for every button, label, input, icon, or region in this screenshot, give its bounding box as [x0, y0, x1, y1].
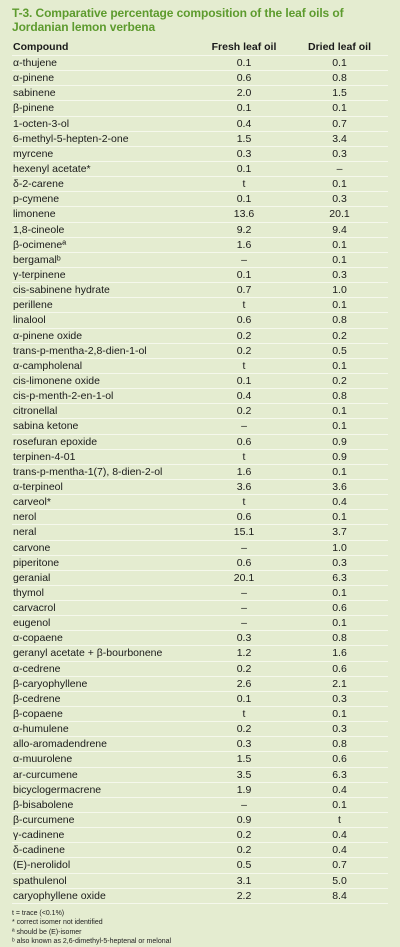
table-row	[12, 86, 388, 101]
cell-dried-leaf-oil: 0.3	[332, 692, 347, 705]
cell-compound: p-cymene	[13, 193, 60, 206]
cell-dried-leaf-oil: 3.7	[332, 526, 347, 539]
cell-dried-leaf-oil: 0.8	[332, 390, 347, 403]
cell-dried-leaf-oil: 0.8	[332, 738, 347, 751]
cell-compound: γ-cadinene	[13, 829, 65, 842]
cell-dried-leaf-oil: 0.1	[332, 617, 347, 630]
table-title: T-3. Comparative percentage composition of the leaf oils of Jordanian lemon verbena	[12, 6, 344, 34]
table-row	[12, 389, 388, 404]
cell-compound: geranial	[13, 571, 51, 584]
cell-fresh-leaf-oil: 15.1	[233, 526, 255, 539]
table-row	[12, 132, 388, 147]
cell-fresh-leaf-oil: 0.6	[236, 511, 252, 524]
table-row	[12, 541, 388, 556]
cell-fresh-leaf-oil: 0.9	[236, 814, 252, 827]
table-row	[12, 162, 388, 177]
cell-dried-leaf-oil: t	[338, 814, 341, 827]
cell-compound: rosefuran epoxide	[13, 435, 98, 448]
table-row	[12, 56, 388, 71]
cell-fresh-leaf-oil: –	[241, 420, 247, 433]
cell-compound: α-pinene	[13, 72, 55, 85]
table-row	[12, 374, 388, 389]
cell-compound: nerol	[13, 511, 37, 524]
cell-fresh-leaf-oil: t	[242, 708, 246, 721]
cell-dried-leaf-oil: 0.4	[332, 496, 347, 509]
table-row	[12, 465, 388, 480]
table-row	[12, 525, 388, 540]
cell-fresh-leaf-oil: 1.6	[236, 238, 252, 251]
footnote: ᵇ also known as 2,6-dimethyl-5-heptenal or melonal	[12, 938, 172, 946]
table-row	[12, 813, 388, 828]
cell-compound: cis-p-menth-2-en-1-ol	[13, 390, 114, 403]
cell-fresh-leaf-oil: 20.1	[233, 571, 255, 584]
cell-dried-leaf-oil: 0.1	[332, 405, 347, 418]
table-row	[12, 692, 388, 707]
cell-fresh-leaf-oil: 0.2	[236, 829, 252, 842]
table-row	[12, 783, 388, 798]
cell-dried-leaf-oil: 0.6	[332, 753, 347, 766]
table-row	[12, 117, 388, 132]
cell-fresh-leaf-oil: 0.6	[236, 556, 252, 569]
cell-fresh-leaf-oil: 2.6	[236, 677, 252, 690]
table-row	[12, 344, 388, 359]
table-row	[12, 722, 388, 737]
table-footnotes	[12, 909, 388, 947]
table-row	[12, 359, 388, 374]
cell-dried-leaf-oil: 0.1	[332, 420, 347, 433]
cell-dried-leaf-oil: 0.7	[332, 859, 347, 872]
cell-fresh-leaf-oil: 0.1	[236, 162, 252, 175]
cell-fresh-leaf-oil: –	[241, 617, 247, 630]
cell-fresh-leaf-oil: –	[241, 541, 247, 554]
table-row	[12, 631, 388, 646]
cell-fresh-leaf-oil: –	[241, 602, 247, 615]
header-compound: Compound	[13, 41, 69, 53]
cell-dried-leaf-oil: 0.8	[332, 632, 347, 645]
table-row	[12, 177, 388, 192]
cell-fresh-leaf-oil: 1.6	[236, 465, 252, 478]
cell-dried-leaf-oil: 0.1	[332, 586, 347, 599]
cell-dried-leaf-oil: 0.3	[332, 147, 347, 160]
cell-fresh-leaf-oil: 0.1	[236, 692, 252, 705]
cell-dried-leaf-oil: 0.3	[332, 268, 347, 281]
cell-fresh-leaf-oil: 1.5	[236, 753, 252, 766]
footnote: * correct isomer not identified	[12, 919, 103, 927]
cell-dried-leaf-oil: 0.6	[332, 602, 347, 615]
composition-table	[12, 39, 388, 904]
table-row	[12, 677, 388, 692]
cell-compound: (E)-nerolidol	[13, 859, 71, 872]
table-row	[12, 329, 388, 344]
cell-compound: geranyl acetate + β-bourbonene	[13, 647, 163, 660]
cell-fresh-leaf-oil: 0.5	[236, 859, 252, 872]
table-row	[12, 737, 388, 752]
cell-compound: limonene	[13, 208, 56, 221]
cell-compound: linalool	[13, 314, 46, 327]
cell-compound: allo-aromadendrene	[13, 738, 107, 751]
cell-compound: β-caryophyllene	[13, 677, 88, 690]
cell-dried-leaf-oil: 1.0	[332, 284, 347, 297]
table-row	[12, 435, 388, 450]
table-row	[12, 283, 388, 298]
cell-fresh-leaf-oil: 1.2	[236, 647, 252, 660]
cell-fresh-leaf-oil: 0.2	[236, 723, 252, 736]
cell-compound: α-muurolene	[13, 753, 73, 766]
table-row	[12, 419, 388, 434]
cell-dried-leaf-oil: 8.4	[332, 889, 347, 902]
cell-compound: cis-sabinene hydrate	[13, 284, 110, 297]
table-row	[12, 571, 388, 586]
cell-dried-leaf-oil: 20.1	[329, 208, 350, 221]
cell-compound: caryophyllene oxide	[13, 889, 106, 902]
cell-compound: 6-methyl-5-hepten-2-one	[13, 132, 129, 145]
cell-compound: ar-curcumene	[13, 768, 78, 781]
cell-compound: myrcene	[13, 147, 54, 160]
table-row	[12, 752, 388, 767]
cell-compound: bicyclogermacrene	[13, 783, 102, 796]
cell-fresh-leaf-oil: 0.3	[236, 632, 252, 645]
cell-compound: α-cedrene	[13, 662, 61, 675]
table-row	[12, 298, 388, 313]
cell-dried-leaf-oil: 1.6	[332, 647, 347, 660]
cell-dried-leaf-oil: 0.1	[332, 359, 347, 372]
cell-dried-leaf-oil: 0.4	[332, 783, 347, 796]
table-row	[12, 207, 388, 222]
cell-compound: neral	[13, 526, 37, 539]
cell-dried-leaf-oil: 3.4	[332, 132, 347, 145]
cell-fresh-leaf-oil: 0.6	[236, 435, 252, 448]
table-row	[12, 253, 388, 268]
cell-compound: β-bisabolene	[13, 798, 74, 811]
cell-fresh-leaf-oil: 0.2	[236, 844, 252, 857]
cell-dried-leaf-oil: 0.3	[332, 193, 347, 206]
cell-dried-leaf-oil: 0.2	[332, 329, 347, 342]
cell-dried-leaf-oil: 6.3	[332, 571, 347, 584]
cell-dried-leaf-oil: 0.4	[332, 844, 347, 857]
table-row	[12, 889, 388, 904]
cell-dried-leaf-oil: 0.1	[332, 253, 347, 266]
table-row	[12, 495, 388, 510]
table-row	[12, 510, 388, 525]
cell-fresh-leaf-oil: t	[242, 450, 246, 463]
cell-fresh-leaf-oil: –	[241, 586, 247, 599]
cell-fresh-leaf-oil: 0.3	[236, 147, 252, 160]
table-row	[12, 450, 388, 465]
cell-dried-leaf-oil: 0.8	[332, 314, 347, 327]
cell-compound: α-campholenal	[13, 359, 83, 372]
cell-compound: piperitone	[13, 556, 60, 569]
cell-dried-leaf-oil: 1.0	[332, 541, 347, 554]
cell-fresh-leaf-oil: 2.2	[236, 889, 252, 902]
cell-fresh-leaf-oil: 0.7	[236, 284, 252, 297]
cell-fresh-leaf-oil: 13.6	[233, 208, 255, 221]
cell-dried-leaf-oil: 0.5	[332, 344, 347, 357]
cell-compound: perillene	[13, 299, 53, 312]
cell-dried-leaf-oil: 0.1	[332, 299, 347, 312]
table-row	[12, 601, 388, 616]
cell-dried-leaf-oil: 2.1	[332, 677, 347, 690]
table-row	[12, 843, 388, 858]
cell-compound: α-pinene oxide	[13, 329, 83, 342]
cell-compound: citronellal	[13, 405, 58, 418]
cell-fresh-leaf-oil: 0.2	[236, 662, 252, 675]
cell-fresh-leaf-oil: 0.3	[236, 738, 252, 751]
cell-dried-leaf-oil: 0.9	[332, 450, 347, 463]
cell-compound: sabina ketone	[13, 420, 79, 433]
table-row	[12, 828, 388, 843]
cell-compound: 1-octen-3-ol	[13, 117, 70, 130]
table-row	[12, 268, 388, 283]
cell-dried-leaf-oil: –	[336, 162, 343, 175]
cell-dried-leaf-oil: 1.5	[332, 87, 347, 100]
header-dried-leaf-oil: Dried leaf oil	[307, 41, 371, 53]
cell-dried-leaf-oil: 0.2	[332, 374, 347, 387]
cell-dried-leaf-oil: 0.1	[332, 798, 347, 811]
table-row	[12, 874, 388, 889]
cell-dried-leaf-oil: 5.0	[332, 874, 347, 887]
cell-compound: hexenyl acetate*	[13, 162, 91, 175]
cell-fresh-leaf-oil: 0.1	[236, 374, 252, 387]
cell-dried-leaf-oil: 0.9	[332, 435, 347, 448]
cell-compound: spathulenol	[13, 874, 67, 887]
cell-compound: α-terpineol	[13, 480, 63, 493]
table-body	[12, 56, 388, 904]
cell-compound: bergamalᵇ	[13, 253, 61, 266]
cell-dried-leaf-oil: 9.4	[332, 223, 347, 236]
cell-fresh-leaf-oil: 1.5	[236, 132, 252, 145]
cell-compound: eugenol	[13, 617, 51, 630]
cell-fresh-leaf-oil: 0.6	[236, 72, 252, 85]
table-row	[12, 404, 388, 419]
cell-dried-leaf-oil: 0.1	[332, 465, 347, 478]
table-row	[12, 616, 388, 631]
cell-fresh-leaf-oil: 3.1	[236, 874, 252, 887]
table-row	[12, 798, 388, 813]
cell-compound: β-curcumene	[13, 814, 75, 827]
cell-compound: trans-p-mentha-1(7), 8-dien-2-ol	[13, 465, 163, 478]
table-row	[12, 223, 388, 238]
cell-fresh-leaf-oil: 0.1	[236, 193, 252, 206]
cell-dried-leaf-oil: 0.8	[332, 72, 347, 85]
cell-fresh-leaf-oil: 0.2	[236, 329, 252, 342]
cell-dried-leaf-oil: 0.3	[332, 723, 347, 736]
table-row	[12, 313, 388, 328]
table-row	[12, 646, 388, 661]
cell-dried-leaf-oil: 0.7	[332, 117, 347, 130]
cell-fresh-leaf-oil: –	[241, 798, 247, 811]
cell-dried-leaf-oil: 0.4	[332, 829, 347, 842]
cell-dried-leaf-oil: 0.6	[332, 662, 347, 675]
cell-dried-leaf-oil: 0.1	[332, 238, 347, 251]
cell-dried-leaf-oil: 0.1	[332, 511, 347, 524]
cell-fresh-leaf-oil: 0.4	[236, 390, 252, 403]
cell-compound: β-pinene	[13, 102, 55, 115]
table-row	[12, 768, 388, 783]
cell-fresh-leaf-oil: 3.6	[236, 480, 252, 493]
cell-compound: carveol*	[13, 496, 51, 509]
cell-fresh-leaf-oil: 0.2	[236, 405, 252, 418]
table-row	[12, 101, 388, 116]
footnote: ª should be (E)-isomer	[12, 928, 82, 936]
table-header-row	[12, 39, 388, 56]
table-row	[12, 192, 388, 207]
cell-compound: terpinen-4-01	[13, 450, 76, 463]
cell-compound: α-thujene	[13, 57, 58, 69]
cell-fresh-leaf-oil: 9.2	[236, 223, 252, 236]
cell-fresh-leaf-oil: 2.0	[236, 87, 252, 100]
cell-fresh-leaf-oil: 0.1	[236, 57, 252, 69]
cell-fresh-leaf-oil: t	[242, 299, 246, 312]
cell-dried-leaf-oil: 0.3	[332, 556, 347, 569]
table-row	[12, 147, 388, 162]
cell-compound: δ-2-carene	[13, 178, 64, 191]
cell-compound: carvone	[13, 541, 51, 554]
cell-compound: β-ocimeneª	[13, 238, 67, 251]
table-row	[12, 238, 388, 253]
cell-fresh-leaf-oil: 3.5	[236, 768, 252, 781]
cell-compound: sabinene	[13, 87, 56, 100]
header-fresh-leaf-oil: Fresh leaf oil	[211, 41, 277, 53]
cell-compound: thymol	[13, 586, 44, 599]
cell-fresh-leaf-oil: t	[242, 359, 246, 372]
cell-dried-leaf-oil: 0.1	[332, 708, 347, 721]
cell-fresh-leaf-oil: –	[241, 253, 247, 266]
cell-fresh-leaf-oil: t	[242, 178, 246, 191]
cell-dried-leaf-oil: 0.1	[332, 102, 347, 115]
cell-compound: 1,8-cineole	[13, 223, 65, 236]
cell-fresh-leaf-oil: 0.2	[236, 344, 252, 357]
table-row	[12, 71, 388, 86]
cell-fresh-leaf-oil: 1.9	[236, 783, 252, 796]
cell-compound: δ-cadinene	[13, 844, 65, 857]
table-row	[12, 586, 388, 601]
table-row	[12, 662, 388, 677]
cell-fresh-leaf-oil: t	[242, 496, 246, 509]
cell-dried-leaf-oil: 3.6	[332, 480, 347, 493]
cell-compound: α-humulene	[13, 723, 69, 736]
cell-compound: β-cedrene	[13, 692, 61, 705]
table-row	[12, 556, 388, 571]
cell-compound: trans-p-mentha-2,8-dien-1-ol	[13, 344, 147, 357]
cell-dried-leaf-oil: 6.3	[332, 768, 347, 781]
table-row	[12, 858, 388, 873]
table-row	[12, 480, 388, 495]
cell-compound: carvacrol	[13, 602, 56, 615]
cell-fresh-leaf-oil: 0.4	[236, 117, 252, 130]
table-row	[12, 707, 388, 722]
cell-fresh-leaf-oil: 0.6	[236, 314, 252, 327]
cell-compound: α-copaene	[13, 632, 63, 645]
footnote: t = trace (<0.1%)	[12, 909, 65, 917]
cell-compound: γ-terpinene	[13, 268, 66, 281]
cell-dried-leaf-oil: 0.1	[332, 57, 347, 69]
cell-compound: β-copaene	[13, 708, 63, 721]
cell-compound: cis-limonene oxide	[13, 374, 100, 387]
cell-fresh-leaf-oil: 0.1	[236, 268, 252, 281]
cell-dried-leaf-oil: 0.1	[332, 178, 347, 191]
cell-fresh-leaf-oil: 0.1	[236, 102, 252, 115]
